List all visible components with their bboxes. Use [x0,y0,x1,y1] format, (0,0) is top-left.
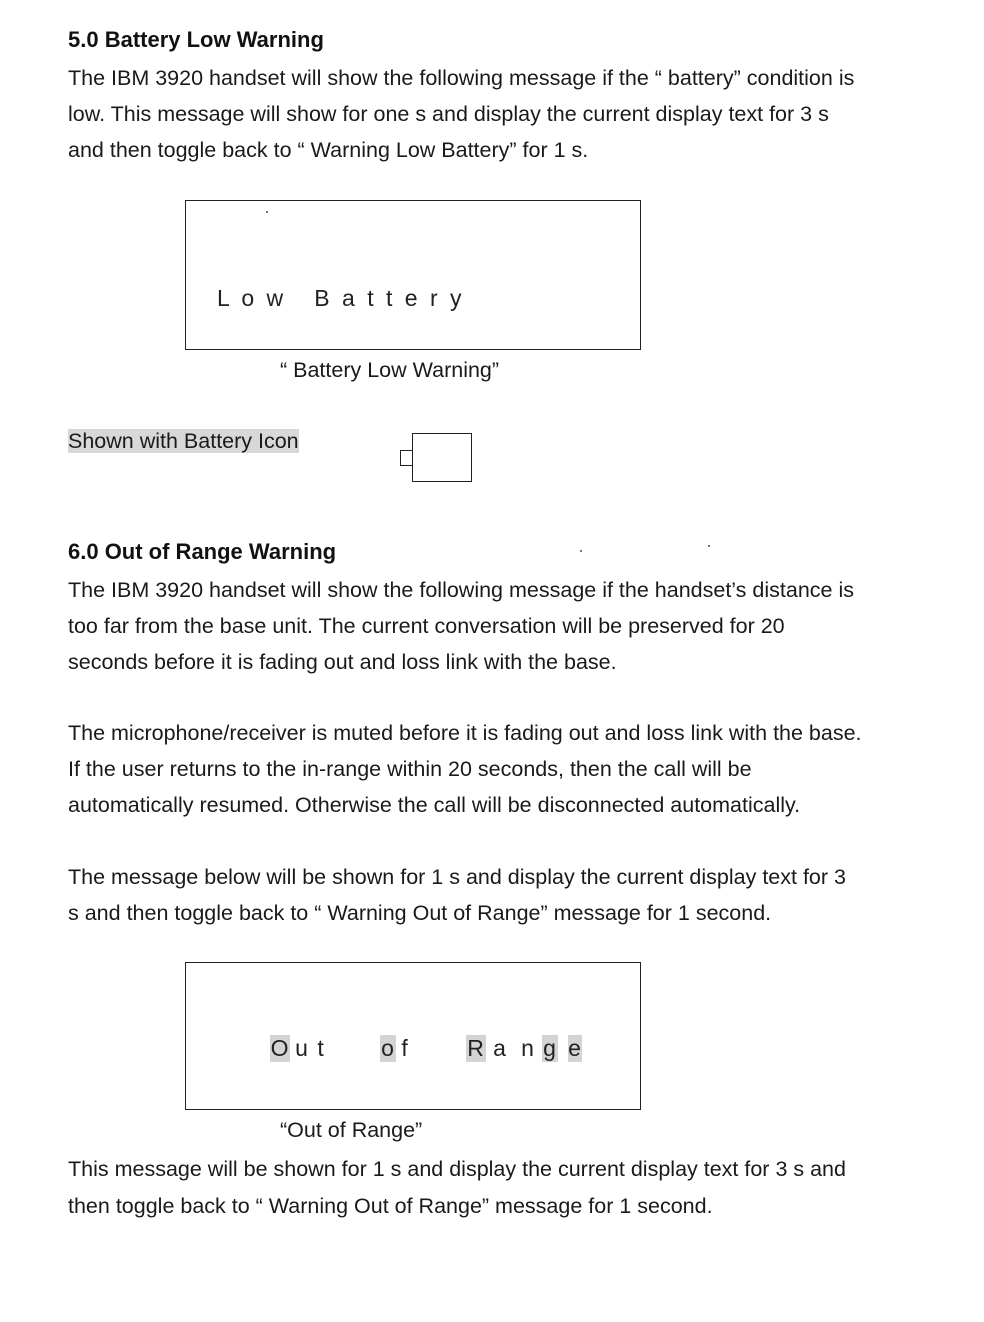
caption-out-of-range: “Out of Range” [280,1118,423,1142]
battery-paragraph-line-3: and then toggle back to “ Warning Low Battery” for 1 s. [68,138,589,162]
lcd-char: f [401,1035,408,1061]
battery-icon-note-text: Shown with Battery Icon [68,429,299,453]
lcd-display-out-of-range [185,962,641,1110]
range-paragraph-4-line-2: then toggle back to “ Warning Out of Range” message for 1 second. [68,1194,713,1218]
range-paragraph-2-line-1: The microphone/receiver is muted before it is fading out and loss link with the base. [68,721,862,745]
battery-paragraph-line-2: low. This message will show for one s and display the current display text for 3 s [68,102,829,126]
range-paragraph-1-line-3: seconds before it is fading out and loss link with the base. [68,650,617,674]
range-paragraph-3-line-1: The message below will be shown for 1 s and display the current display text for 3 [68,865,846,889]
lcd-char: a [493,1035,506,1061]
battery-icon-body [412,433,472,482]
range-paragraph-1-line-2: too far from the base unit. The current conversation will be preserved for 20 [68,614,785,638]
scan-speck [580,550,582,552]
lcd-char: e [568,1035,581,1061]
range-paragraph-4-line-1: This message will be shown for 1 s and display the current display text for 3 s and [68,1157,846,1181]
lcd-display-low-battery [185,200,641,350]
lcd-char: R [467,1035,484,1061]
range-paragraph-2-line-2: If the user returns to the in-range within 20 seconds, then the call will be [68,757,752,781]
battery-icon-note [68,429,299,454]
lcd-char: u [295,1035,308,1061]
range-paragraph-3-line-2: s and then toggle back to “ Warning Out of Range” message for 1 second. [68,901,772,925]
scan-speck [708,545,710,547]
battery-paragraph-line-1: The IBM 3920 handset will show the following message if the “ battery” condition is [68,66,855,90]
lcd-char: O [270,1035,289,1061]
section-heading-battery-low: 5.0 Battery Low Warning [68,27,324,52]
scan-speck [266,211,268,213]
lcd-text-low-battery: L o w B a t t e r y [217,285,465,311]
lcd-char: g [543,1035,556,1061]
lcd-char: o [381,1035,394,1061]
caption-battery-low-warning: “ Battery Low Warning” [280,358,500,382]
lcd-text-out-of-range [244,1008,582,1089]
section-heading-out-of-range: 6.0 Out of Range Warning [68,539,337,564]
lcd-char: n [521,1035,534,1061]
range-paragraph-2-line-3: automatically resumed. Otherwise the call will be disconnected automatically. [68,793,801,817]
lcd-char: t [317,1035,324,1061]
range-paragraph-1-line-1: The IBM 3920 handset will show the following message if the handset’s distance is [68,578,854,602]
